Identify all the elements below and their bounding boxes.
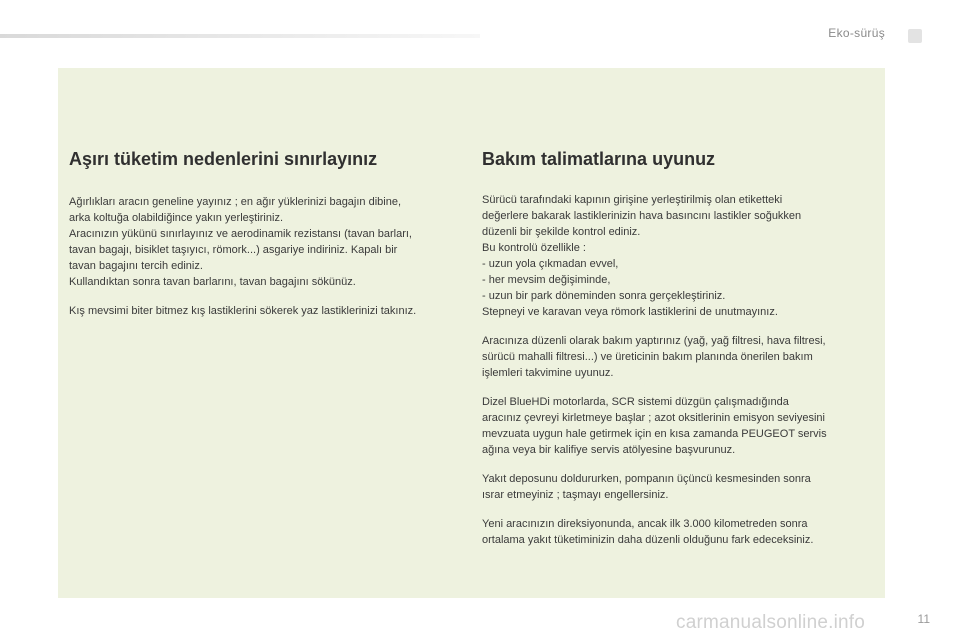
text-line: arka koltuğa olabildiğince yakın yerleştiriniz.: [69, 212, 283, 224]
text-line: Stepneyi ve karavan veya römork lastiklerini de unutmayınız.: [482, 306, 778, 318]
paragraph: [482, 471, 877, 503]
text-line: Sürücü tarafındaki kapının girişine yerleştirilmiş olan etiketteki: [482, 194, 783, 206]
paragraph: [482, 394, 877, 458]
header-rule: [0, 34, 480, 38]
left-column: [69, 148, 464, 332]
left-paragraphs: [69, 194, 464, 319]
text-line: Aracınıza düzenli olarak bakım yaptırınız (yağ, yağ filtresi, hava filtresi,: [482, 335, 826, 347]
text-line: tavan bagajı, bisiklet taşıyıcı, römork...) asgariye indiriniz. Kapalı bir: [69, 244, 398, 256]
header-tab-marker: [908, 29, 922, 43]
right-paragraphs: [482, 192, 877, 548]
text-line: ağına veya bir kalifiye servis atölyesine başvurunuz.: [482, 444, 736, 456]
text-line: sürücü mahalli filtresi...) ve üreticinin bakım planında önerilen bakım: [482, 351, 813, 363]
text-line: ortalama yakıt tüketiminizin daha düzenli olduğunu fark edeceksiniz.: [482, 534, 814, 546]
watermark: carmanualsonline.info: [676, 612, 866, 633]
text-line: - uzun yola çıkmadan evvel,: [482, 258, 619, 270]
text-line: Yeni aracınızın direksiyonunda, ancak ilk 3.000 kilometreden sonra: [482, 518, 808, 530]
text-line: mevzuata uygun hale getirmek için en kısa zamanda PEUGEOT servis: [482, 428, 827, 440]
text-line: Bu kontrolü özellikle :: [482, 242, 586, 254]
text-line: Ağırlıkları aracın geneline yayınız ; en ağır yüklerinizi bagajın dibine,: [69, 196, 402, 208]
right-column: [482, 148, 877, 561]
section-title: Eko-sürüş: [828, 26, 885, 40]
paragraph: [482, 192, 877, 320]
paragraph: [69, 303, 464, 319]
paragraph: [482, 516, 877, 548]
text-line: Kullandıktan sonra tavan barlarını, tavan bagajını sökünüz.: [69, 276, 356, 288]
text-line: işlemleri takvimine uyunuz.: [482, 367, 614, 379]
text-line: aracınız çevreyi kirletmeye başlar ; azot oksitlerinin emisyon seviyesini: [482, 412, 825, 424]
page-number: 11: [917, 612, 930, 626]
paragraph: [69, 194, 464, 290]
text-line: düzenli bir şekilde kontrol ediniz.: [482, 226, 641, 238]
text-line: değerlere bakarak lastiklerinizin hava basıncını lastikler soğukken: [482, 210, 802, 222]
left-heading: Aşırı tüketim nedenlerini sınırlayınız: [69, 149, 378, 169]
text-line: ısrar etmeyiniz ; taşmayı engellersiniz.: [482, 489, 669, 501]
right-heading: Bakım talimatlarına uyunuz: [482, 149, 716, 169]
text-line: - her mevsim değişiminde,: [482, 274, 611, 286]
text-line: tavan bagajını tercih ediniz.: [69, 260, 203, 272]
text-line: Kış mevsimi biter bitmez kış lastiklerini sökerek yaz lastiklerinizi takınız.: [69, 305, 417, 317]
text-line: Dizel BlueHDi motorlarda, SCR sistemi düzgün çalışmadığında: [482, 396, 789, 408]
paragraph: [482, 333, 877, 381]
text-line: - uzun bir park döneminden sonra gerçekleştiriniz.: [482, 290, 726, 302]
text-line: Aracınızın yükünü sınırlayınız ve aerodinamik rezistansı (tavan barları,: [69, 228, 412, 240]
text-line: Yakıt deposunu doldururken, pompanın üçüncü kesmesinden sonra: [482, 473, 811, 485]
